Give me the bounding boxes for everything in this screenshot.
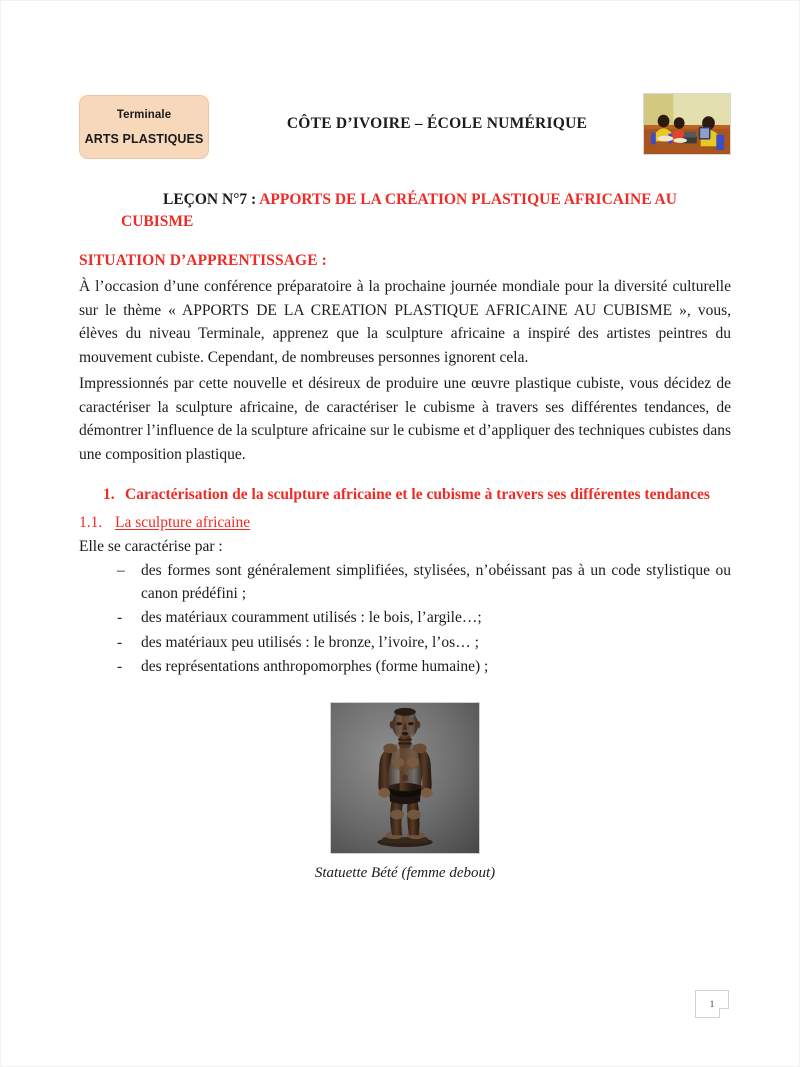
list-item-text: des matériaux couramment utilisés : le bois, l’argile…;	[141, 609, 482, 627]
list-bullet-marker: -	[117, 609, 123, 627]
list-bullet-marker: –	[117, 561, 125, 579]
header-title: CÔTE D’IVOIRE – ÉCOLE NUMÉRIQUE	[286, 115, 588, 132]
list-bullet-marker: -	[117, 633, 123, 651]
list-bullet-marker: -	[117, 657, 123, 675]
list-item	[79, 559, 731, 606]
section-1-heading	[79, 484, 731, 506]
situation-heading: SITUATION D’APPRENTISSAGE :	[79, 252, 327, 269]
students-at-computers-illustration	[643, 93, 731, 155]
page-number-value: 1	[709, 999, 715, 1009]
badge-subject-label: ARTS PLASTIQUES	[84, 131, 204, 146]
list-item-text: des représentations anthropomorphes (forme humaine) ;	[141, 657, 489, 675]
subsection-1-1-number: 1.1.	[79, 513, 103, 531]
situation-paragraph-2: Impressionnés par cette nouvelle et désireux de produire une œuvre plastique cubiste, vous décidez de caractériser la sculpture africaine, de caractériser le cubisme à travers ses différentes tendances, de démontrer l’influence de la sculpture africaine sur le cubisme et d’appliquer des techniques cubistes dans une composition plastique.	[79, 375, 731, 463]
document-header	[79, 89, 731, 161]
page-content	[79, 89, 731, 882]
section-1-number: 1.	[103, 486, 115, 504]
subsection-1-1-heading	[79, 514, 731, 532]
lesson-number: LEÇON N°7 :	[163, 191, 260, 208]
list-item-text: des formes sont généralement simplifiées, stylisées, n’obéissant pas à un code stylistique ou canon prédéfini ;	[141, 561, 731, 603]
characteristics-list	[79, 559, 731, 678]
subject-badge	[79, 95, 209, 159]
list-item	[79, 606, 731, 629]
list-item	[79, 655, 731, 678]
figure-block	[79, 702, 731, 882]
figure-caption: Statuette Bété (femme debout)	[314, 865, 496, 882]
situation-paragraph-1: À l’occasion d’une conférence préparatoire à la prochaine journée mondiale pour la diversité culturelle sur le thème « APPORTS DE LA CREATION PLASTIQUE AFRICAINE AU CUBISME », vous, élèves du niveau Terminale, apprenez que la sculpture africaine a inspiré des artistes peintres du mouvement cubiste. Cependant, de nombreuses personnes ignorent cela.	[79, 278, 731, 366]
list-item	[79, 631, 731, 654]
lesson-title	[79, 189, 731, 233]
section-1-title: Caractérisation de la sculpture africaine et le cubisme à travers ses différentes tendances	[125, 486, 710, 504]
lesson-title-text: APPORTS DE LA CRÉATION PLASTIQUE AFRICAINE AU CUBISME	[121, 191, 677, 230]
subsection-1-1-title: La sculpture africaine	[115, 513, 251, 531]
bete-statuette-photo	[330, 702, 480, 854]
badge-level-label: Terminale	[116, 108, 172, 121]
page-number-badge	[695, 990, 729, 1018]
section-1-lead-in: Elle se caractérise par :	[79, 537, 223, 555]
list-item-text: des matériaux peu utilisés : le bronze, l’ivoire, l’os… ;	[141, 633, 479, 651]
